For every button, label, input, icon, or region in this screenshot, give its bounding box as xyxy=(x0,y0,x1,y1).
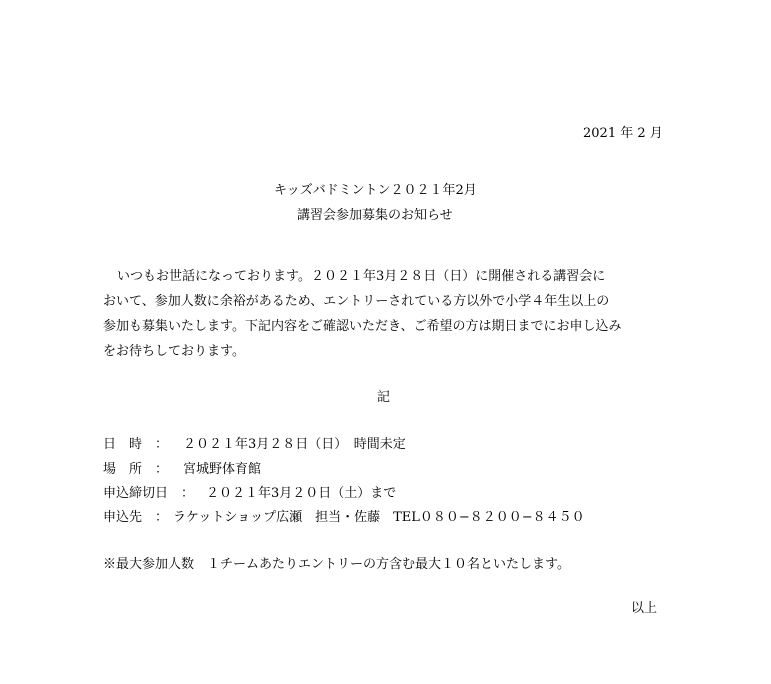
closing-text: 以上 xyxy=(631,601,658,616)
detail-row-contact xyxy=(103,510,585,526)
detail-value: ２０２１年3月２８日（日） 時間未定 xyxy=(183,437,406,452)
detail-value: ラケットショップ広瀬 担当・佐藤 TEL０８０−８２００−８４５０ xyxy=(173,510,585,525)
detail-row-location xyxy=(103,462,261,478)
title-line-2: 講習会参加募集のお知らせ xyxy=(297,208,453,223)
body-paragraph-line: おいて、参加人数に余裕があるため、エントリーされている方以外で小学４年生以上の xyxy=(103,294,610,309)
document-date: 2021 年 2 月 xyxy=(583,126,663,141)
body-paragraph-line: いつもお世話になっております。２０２１年3月２８日（日）に開催される講習会に xyxy=(117,269,606,284)
detail-row-datetime xyxy=(103,437,406,453)
body-paragraph-line: をお待ちしております。 xyxy=(103,344,245,359)
ki-heading: 記 xyxy=(377,390,391,405)
detail-label: 申込先 ： xyxy=(103,510,169,525)
note-text: ※最大参加人数 １チームあたりエントリーの方含む最大１０名といたします。 xyxy=(103,557,570,572)
title-line-1: キッズバドミントン２０２１年2月 xyxy=(274,183,477,198)
detail-row-deadline xyxy=(103,486,396,502)
detail-label: 場 所 ： xyxy=(103,462,169,477)
detail-value: ２０２１年3月２０日（土）まで xyxy=(206,486,397,501)
detail-label: 申込締切日 ： xyxy=(103,486,195,501)
detail-label: 日 時 ： xyxy=(103,437,169,452)
detail-value: 宮城野体育館 xyxy=(183,462,262,477)
body-paragraph-line: 参加も募集いたします。下記内容をご確認いただき、ご希望の方は期日までにお申し込み xyxy=(103,319,622,334)
